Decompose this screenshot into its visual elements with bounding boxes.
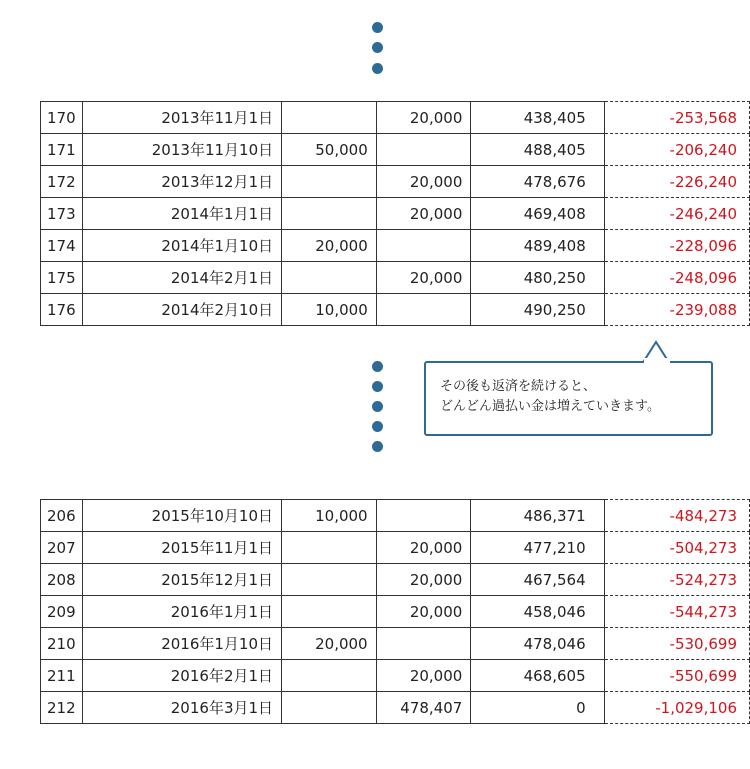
row-payment: 20,000 bbox=[282, 230, 377, 262]
row-overpayment: -253,568 bbox=[604, 102, 749, 134]
table-row bbox=[41, 230, 750, 262]
table-row bbox=[41, 166, 750, 198]
row-due: 20,000 bbox=[376, 596, 471, 628]
row-payment bbox=[282, 564, 377, 596]
row-number: 210 bbox=[41, 628, 83, 660]
table-row bbox=[41, 660, 750, 692]
row-number: 171 bbox=[41, 134, 83, 166]
row-number: 209 bbox=[41, 596, 83, 628]
row-overpayment: -484,273 bbox=[604, 500, 749, 532]
row-balance: 469,408 bbox=[471, 198, 604, 230]
row-payment bbox=[282, 660, 377, 692]
table-row bbox=[41, 262, 750, 294]
row-due: 20,000 bbox=[376, 262, 471, 294]
row-payment bbox=[282, 198, 377, 230]
ledger-table-top bbox=[40, 101, 750, 326]
row-payment: 50,000 bbox=[282, 134, 377, 166]
row-date: 2013年11月1日 bbox=[82, 102, 281, 134]
ellipsis-dot bbox=[372, 381, 383, 392]
table-row bbox=[41, 102, 750, 134]
table-row bbox=[41, 564, 750, 596]
row-balance: 467,564 bbox=[471, 564, 604, 596]
row-payment bbox=[282, 166, 377, 198]
ledger-rows bbox=[41, 500, 750, 724]
row-due bbox=[376, 500, 471, 532]
ellipsis-dot bbox=[372, 441, 383, 452]
row-overpayment: -550,699 bbox=[604, 660, 749, 692]
row-due: 20,000 bbox=[376, 102, 471, 134]
row-balance: 480,250 bbox=[471, 262, 604, 294]
ellipsis-dot bbox=[372, 42, 383, 53]
ellipsis-dot bbox=[372, 63, 383, 74]
ellipsis-dot bbox=[372, 401, 383, 412]
row-number: 174 bbox=[41, 230, 83, 262]
ledger-rows bbox=[41, 102, 750, 326]
row-number: 212 bbox=[41, 692, 83, 724]
row-overpayment: -239,088 bbox=[604, 294, 749, 326]
row-date: 2016年2月1日 bbox=[82, 660, 281, 692]
table-row bbox=[41, 596, 750, 628]
ellipsis-dot bbox=[372, 22, 383, 33]
callout-bubble bbox=[424, 361, 713, 436]
table-row bbox=[41, 134, 750, 166]
ledger-table-bottom bbox=[40, 499, 750, 724]
row-due bbox=[376, 134, 471, 166]
row-balance: 0 bbox=[471, 692, 604, 724]
table-row bbox=[41, 294, 750, 326]
row-number: 175 bbox=[41, 262, 83, 294]
row-due: 478,407 bbox=[376, 692, 471, 724]
row-balance: 486,371 bbox=[471, 500, 604, 532]
row-due bbox=[376, 294, 471, 326]
row-overpayment: -530,699 bbox=[604, 628, 749, 660]
row-number: 206 bbox=[41, 500, 83, 532]
row-overpayment: -206,240 bbox=[604, 134, 749, 166]
row-date: 2013年12月1日 bbox=[82, 166, 281, 198]
callout-line-1: その後も返済を続けると、 bbox=[440, 379, 597, 394]
row-due: 20,000 bbox=[376, 660, 471, 692]
row-payment bbox=[282, 692, 377, 724]
row-due: 20,000 bbox=[376, 166, 471, 198]
row-date: 2015年12月1日 bbox=[82, 564, 281, 596]
row-date: 2014年2月1日 bbox=[82, 262, 281, 294]
callout-tail-cover bbox=[640, 358, 676, 366]
row-date: 2016年1月1日 bbox=[82, 596, 281, 628]
row-balance: 438,405 bbox=[471, 102, 604, 134]
row-balance: 478,676 bbox=[471, 166, 604, 198]
row-payment bbox=[282, 532, 377, 564]
row-balance: 468,605 bbox=[471, 660, 604, 692]
row-date: 2014年2月10日 bbox=[82, 294, 281, 326]
row-date: 2013年11月10日 bbox=[82, 134, 281, 166]
row-due bbox=[376, 628, 471, 660]
row-number: 173 bbox=[41, 198, 83, 230]
row-number: 207 bbox=[41, 532, 83, 564]
row-date: 2014年1月1日 bbox=[82, 198, 281, 230]
row-date: 2016年1月10日 bbox=[82, 628, 281, 660]
row-date: 2015年11月1日 bbox=[82, 532, 281, 564]
row-number: 170 bbox=[41, 102, 83, 134]
table-row bbox=[41, 532, 750, 564]
callout-line-2: どんどん過払い金は増えていきます。 bbox=[440, 399, 660, 414]
row-overpayment: -1,029,106 bbox=[604, 692, 749, 724]
row-number: 176 bbox=[41, 294, 83, 326]
ellipsis-dot bbox=[372, 361, 383, 372]
row-balance: 458,046 bbox=[471, 596, 604, 628]
row-date: 2014年1月10日 bbox=[82, 230, 281, 262]
row-payment: 10,000 bbox=[282, 500, 377, 532]
row-due bbox=[376, 230, 471, 262]
row-due: 20,000 bbox=[376, 198, 471, 230]
row-overpayment: -228,096 bbox=[604, 230, 749, 262]
row-due: 20,000 bbox=[376, 564, 471, 596]
row-balance: 489,408 bbox=[471, 230, 604, 262]
row-number: 208 bbox=[41, 564, 83, 596]
row-payment bbox=[282, 102, 377, 134]
row-overpayment: -248,096 bbox=[604, 262, 749, 294]
row-overpayment: -524,273 bbox=[604, 564, 749, 596]
table-row bbox=[41, 628, 750, 660]
row-date: 2016年3月1日 bbox=[82, 692, 281, 724]
row-balance: 490,250 bbox=[471, 294, 604, 326]
row-date: 2015年10月10日 bbox=[82, 500, 281, 532]
row-balance: 478,046 bbox=[471, 628, 604, 660]
table-row bbox=[41, 198, 750, 230]
ellipsis-dot bbox=[372, 421, 383, 432]
table-row bbox=[41, 692, 750, 724]
row-due: 20,000 bbox=[376, 532, 471, 564]
table-row bbox=[41, 500, 750, 532]
row-payment: 10,000 bbox=[282, 294, 377, 326]
row-overpayment: -504,273 bbox=[604, 532, 749, 564]
row-balance: 477,210 bbox=[471, 532, 604, 564]
row-payment bbox=[282, 262, 377, 294]
row-payment bbox=[282, 596, 377, 628]
row-overpayment: -544,273 bbox=[604, 596, 749, 628]
row-balance: 488,405 bbox=[471, 134, 604, 166]
row-overpayment: -246,240 bbox=[604, 198, 749, 230]
row-payment: 20,000 bbox=[282, 628, 377, 660]
row-overpayment: -226,240 bbox=[604, 166, 749, 198]
row-number: 211 bbox=[41, 660, 83, 692]
row-number: 172 bbox=[41, 166, 83, 198]
